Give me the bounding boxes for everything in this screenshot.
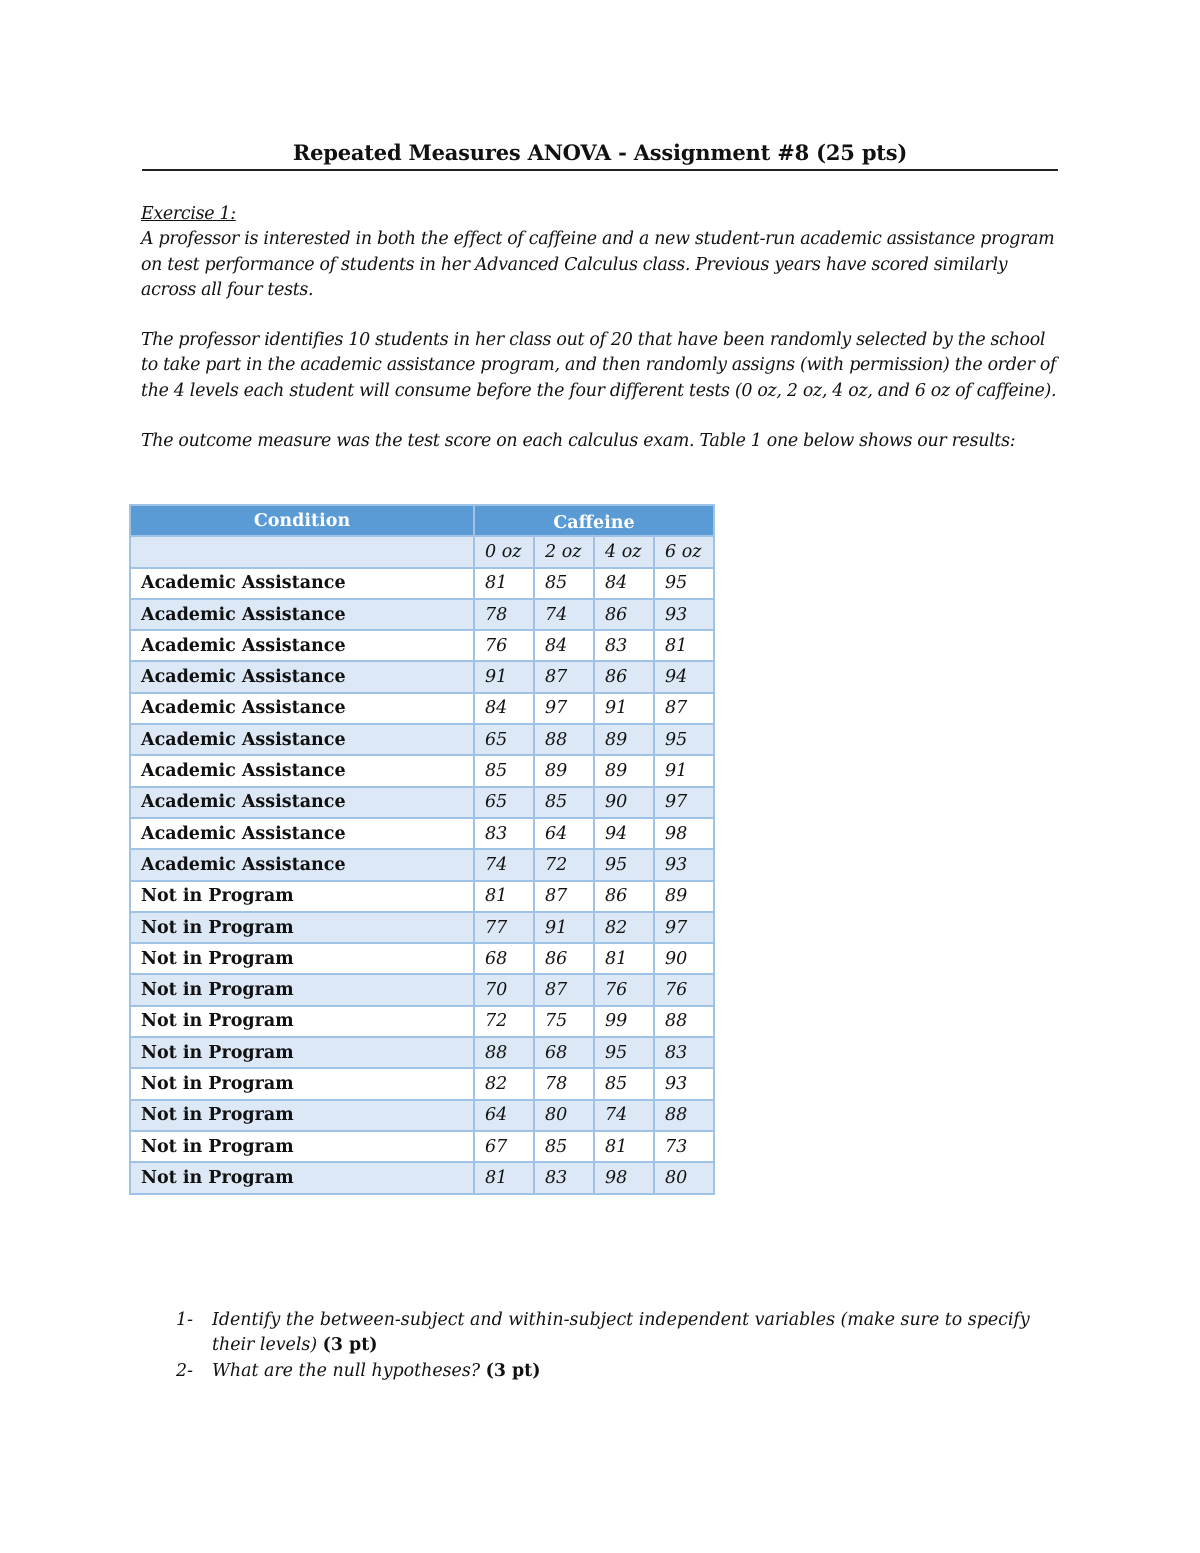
score-cell: 91 — [594, 693, 654, 724]
condition-cell: Not in Program — [130, 974, 474, 1005]
score-cell: 99 — [594, 1006, 654, 1037]
header-condition: Condition — [130, 505, 474, 536]
condition-cell: Not in Program — [130, 1131, 474, 1162]
condition-cell: Academic Assistance — [130, 693, 474, 724]
exercise-paragraph-2: The professor identifies 10 students in her class out of 20 that have been randomly selected by the school to take part in the academic assistance program, and then randomly assigns (with permission) the order of the 4 levels each student will consume before the four different tests (0 oz, 2 oz, 4 oz, and 6 oz of caffeine). — [141, 330, 1057, 401]
score-cell: 81 — [654, 630, 714, 661]
table-row — [130, 755, 714, 786]
table-row — [130, 881, 714, 912]
score-cell: 95 — [654, 724, 714, 755]
score-cell: 82 — [474, 1068, 534, 1099]
question-points: (3 pt) — [485, 1360, 541, 1381]
condition-cell: Academic Assistance — [130, 568, 474, 599]
score-cell: 87 — [534, 974, 594, 1005]
score-cell: 78 — [474, 599, 534, 630]
header-caffeine: Caffeine — [474, 505, 714, 536]
table-row — [130, 818, 714, 849]
score-cell: 83 — [474, 818, 534, 849]
score-cell: 89 — [654, 881, 714, 912]
table-row — [130, 912, 714, 943]
table-row — [130, 849, 714, 880]
condition-cell: Academic Assistance — [130, 599, 474, 630]
score-cell: 85 — [534, 568, 594, 599]
condition-cell: Not in Program — [130, 1162, 474, 1193]
score-cell: 65 — [474, 787, 534, 818]
score-cell: 88 — [654, 1006, 714, 1037]
score-cell: 88 — [474, 1037, 534, 1068]
condition-cell: Not in Program — [130, 1006, 474, 1037]
score-cell: 76 — [594, 974, 654, 1005]
score-cell: 81 — [474, 568, 534, 599]
condition-cell: Academic Assistance — [130, 630, 474, 661]
score-cell: 74 — [534, 599, 594, 630]
score-cell: 98 — [654, 818, 714, 849]
condition-cell: Not in Program — [130, 1037, 474, 1068]
score-cell: 94 — [654, 661, 714, 692]
condition-cell: Academic Assistance — [130, 661, 474, 692]
score-cell: 90 — [594, 787, 654, 818]
score-cell: 85 — [474, 755, 534, 786]
score-cell: 65 — [474, 724, 534, 755]
score-cell: 83 — [654, 1037, 714, 1068]
score-cell: 70 — [474, 974, 534, 1005]
score-cell: 93 — [654, 599, 714, 630]
results-table — [129, 504, 715, 1195]
question-item — [176, 1308, 1056, 1359]
score-cell: 98 — [594, 1162, 654, 1193]
score-cell: 67 — [474, 1131, 534, 1162]
question-item — [176, 1359, 1056, 1384]
table-row — [130, 568, 714, 599]
condition-cell: Not in Program — [130, 912, 474, 943]
score-cell: 95 — [594, 849, 654, 880]
score-cell: 87 — [534, 661, 594, 692]
question-text: What are the null hypotheses? — [212, 1360, 481, 1381]
level-0oz: 0 oz — [474, 536, 534, 567]
score-cell: 64 — [534, 818, 594, 849]
exercise-label: Exercise 1: — [141, 204, 236, 224]
condition-cell: Not in Program — [130, 1068, 474, 1099]
score-cell: 88 — [654, 1100, 714, 1131]
score-cell: 91 — [474, 661, 534, 692]
table-row — [130, 974, 714, 1005]
condition-cell: Academic Assistance — [130, 755, 474, 786]
score-cell: 93 — [654, 849, 714, 880]
table-row — [130, 943, 714, 974]
table-row — [130, 630, 714, 661]
table-row — [130, 787, 714, 818]
condition-cell: Academic Assistance — [130, 818, 474, 849]
score-cell: 84 — [534, 630, 594, 661]
table-row — [130, 1037, 714, 1068]
condition-cell: Academic Assistance — [130, 787, 474, 818]
table-row — [130, 724, 714, 755]
table-header-row — [130, 505, 714, 536]
question-number: 1- — [176, 1310, 193, 1330]
exercise-section — [141, 202, 1061, 454]
score-cell: 86 — [534, 943, 594, 974]
score-cell: 87 — [654, 693, 714, 724]
score-cell: 89 — [594, 724, 654, 755]
table-row — [130, 1100, 714, 1131]
score-cell: 81 — [594, 943, 654, 974]
table-row — [130, 661, 714, 692]
score-cell: 84 — [594, 568, 654, 599]
condition-cell: Not in Program — [130, 1100, 474, 1131]
question-number: 2- — [176, 1360, 193, 1381]
score-cell: 74 — [594, 1100, 654, 1131]
score-cell: 76 — [654, 974, 714, 1005]
score-cell: 89 — [594, 755, 654, 786]
score-cell: 94 — [594, 818, 654, 849]
score-cell: 74 — [474, 849, 534, 880]
score-cell: 86 — [594, 599, 654, 630]
score-cell: 73 — [654, 1131, 714, 1162]
table-row — [130, 599, 714, 630]
score-cell: 68 — [474, 943, 534, 974]
exercise-paragraph-1: A professor is interested in both the effect of caffeine and a new student-run academic assistance program on test performance of students in her Advanced Calculus class. Previous years have scored similarly across all four tests. — [141, 229, 1055, 300]
score-cell: 97 — [654, 787, 714, 818]
level-6oz: 6 oz — [654, 536, 714, 567]
condition-cell: Not in Program — [130, 943, 474, 974]
score-cell: 81 — [594, 1131, 654, 1162]
question-points: (3 pt) — [322, 1335, 378, 1356]
score-cell: 97 — [654, 912, 714, 943]
questions-list — [176, 1308, 1056, 1384]
page-title: Repeated Measures ANOVA - Assignment #8 (25 pts) — [142, 140, 1058, 171]
score-cell: 90 — [654, 943, 714, 974]
condition-cell: Academic Assistance — [130, 849, 474, 880]
score-cell: 91 — [654, 755, 714, 786]
score-cell: 85 — [534, 787, 594, 818]
score-cell: 72 — [474, 1006, 534, 1037]
score-cell: 86 — [594, 661, 654, 692]
score-cell: 68 — [534, 1037, 594, 1068]
question-text: Identify the between-subject and within-subject independent variables (make sure to specify their levels) — [212, 1310, 1030, 1356]
score-cell: 83 — [594, 630, 654, 661]
table-row — [130, 1068, 714, 1099]
score-cell: 80 — [654, 1162, 714, 1193]
score-cell: 83 — [534, 1162, 594, 1193]
condition-cell: Not in Program — [130, 881, 474, 912]
score-cell: 80 — [534, 1100, 594, 1131]
score-cell: 75 — [534, 1006, 594, 1037]
levels-row — [130, 536, 714, 567]
score-cell: 85 — [534, 1131, 594, 1162]
level-4oz: 4 oz — [594, 536, 654, 567]
table-row — [130, 1006, 714, 1037]
score-cell: 88 — [534, 724, 594, 755]
score-cell: 78 — [534, 1068, 594, 1099]
score-cell: 86 — [594, 881, 654, 912]
score-cell: 64 — [474, 1100, 534, 1131]
level-2oz: 2 oz — [534, 536, 594, 567]
score-cell: 76 — [474, 630, 534, 661]
table-row — [130, 693, 714, 724]
score-cell: 97 — [534, 693, 594, 724]
score-cell: 87 — [534, 881, 594, 912]
exercise-paragraph-3: The outcome measure was the test score on each calculus exam. Table 1 one below shows our results: — [141, 431, 1016, 452]
levels-row-blank — [130, 536, 474, 567]
score-cell: 85 — [594, 1068, 654, 1099]
table-row — [130, 1131, 714, 1162]
score-cell: 93 — [654, 1068, 714, 1099]
score-cell: 89 — [534, 755, 594, 786]
table-row — [130, 1162, 714, 1193]
score-cell: 77 — [474, 912, 534, 943]
score-cell: 82 — [594, 912, 654, 943]
score-cell: 95 — [594, 1037, 654, 1068]
score-cell: 84 — [474, 693, 534, 724]
score-cell: 95 — [654, 568, 714, 599]
condition-cell: Academic Assistance — [130, 724, 474, 755]
score-cell: 91 — [534, 912, 594, 943]
score-cell: 72 — [534, 849, 594, 880]
score-cell: 81 — [474, 881, 534, 912]
score-cell: 81 — [474, 1162, 534, 1193]
